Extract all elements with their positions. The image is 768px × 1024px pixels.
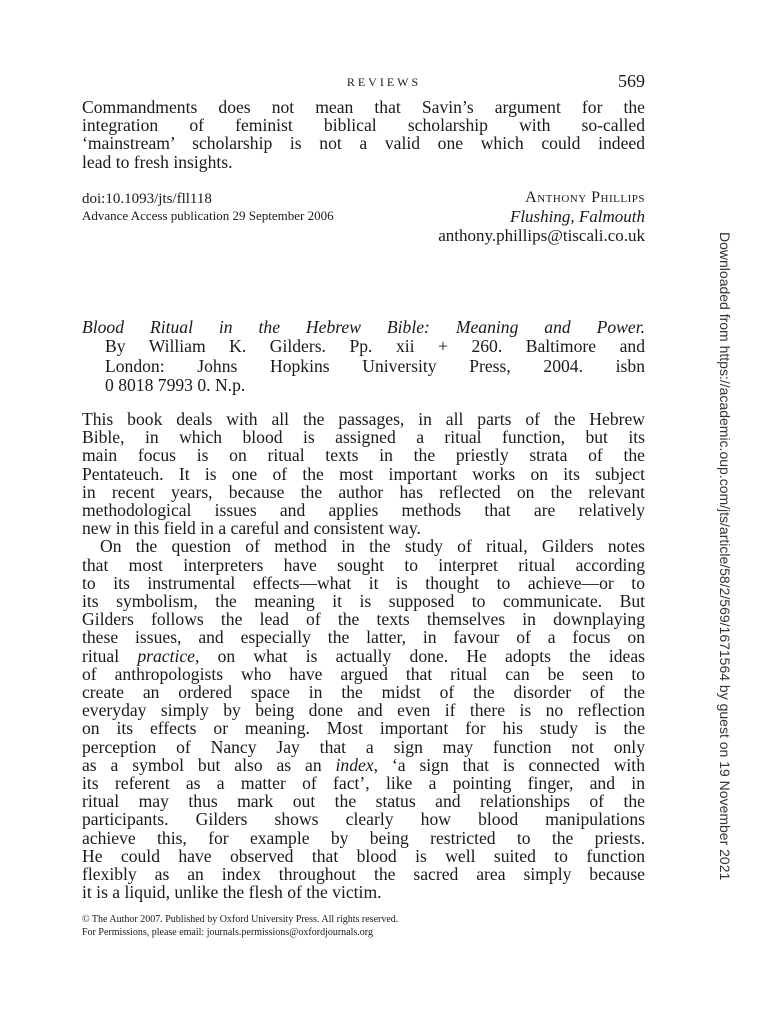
advance-access: Advance Access publication 29 September 2006 xyxy=(82,208,334,223)
copyright-notice: © The Author 2007. Published by Oxford University Press. All rights reserved. xyxy=(82,914,399,925)
paragraph-2 xyxy=(82,537,645,901)
review-body xyxy=(82,410,645,901)
text-line: Bible, in which blood is assigned a ritual function, but its xyxy=(82,427,645,448)
text-line: to its instrumental effects—what it is thought to achieve—or to xyxy=(82,572,645,593)
text-line: Commandments does not mean that Savin’s argument for the xyxy=(82,97,645,117)
text-line: new in this field in a careful and consistent way. xyxy=(82,518,421,539)
text-line: lead to fresh insights. xyxy=(82,151,233,172)
text-line: it is a liquid, unlike the flesh of the victim. xyxy=(82,882,382,903)
text-line: main focus is on ritual texts in the priestly strata of the xyxy=(82,445,645,466)
text-line: of anthropologists who have argued that ritual can be seen to xyxy=(82,663,645,684)
text-line: flexibly as an index throughout the sacred area simply because xyxy=(82,864,645,885)
text-line: ritual practice, on what is actually done. He adopts the ideas xyxy=(82,645,646,666)
text-line: its referent as a matter of fact’, like a pointing finger, and in xyxy=(82,773,645,794)
permissions-notice: For Permissions, please email: journals.permissions@oxfordjournals.org xyxy=(82,927,373,938)
text-line: on its effects or meaning. Most important for his study is the xyxy=(82,718,645,739)
text-line: participants. Gilders shows clearly how blood manipulations xyxy=(82,809,645,830)
book-title: Blood Ritual in the Hebrew Bible: Meaning and Power. xyxy=(82,317,645,337)
reviewer-email: anthony.phillips@tiscali.co.uk xyxy=(438,226,645,245)
book-citation xyxy=(82,318,645,395)
text-line: ritual may thus mark out the status and relationships of the xyxy=(82,791,645,812)
text-line: ‘mainstream’ scholarship is not a valid one which could indeed xyxy=(82,133,645,154)
text-line: that most interpreters have sought to interpret ritual according xyxy=(82,554,645,575)
text-line: everyday simply by being done and even if there is no reflection xyxy=(82,700,645,721)
page-number: 569 xyxy=(618,71,645,91)
paragraph-1 xyxy=(82,410,645,537)
running-title: REVIEWS xyxy=(346,75,422,89)
intro-paragraph xyxy=(82,98,645,171)
copyright-footer xyxy=(82,913,398,939)
watermark-text: Downloaded from https://academic.oup.com/jts/article/58/2/569/1671564 by guest on 19 November 2021 xyxy=(717,232,733,881)
text-line: On the question of method in the study of ritual, Gilders notes xyxy=(100,536,645,557)
text-line: This book deals with all the passages, in all parts of the Hebrew xyxy=(82,409,645,429)
book-author-line: By William K. Gilders. Pp. xii + 260. Baltimore and xyxy=(105,336,645,357)
text-line: He could have observed that blood is well suited to function xyxy=(82,845,645,866)
emphasis: practice xyxy=(137,645,195,666)
text-line: its symbolism, the meaning it is supposed to communicate. But xyxy=(82,591,645,612)
text-line: achieve this, for example by being restricted to the priests. xyxy=(82,827,645,848)
text-line: methodological issues and applies methods that are relatively xyxy=(82,500,645,521)
text-line: in recent years, because the author has reflected on the relevant xyxy=(82,481,645,502)
book-publisher-line: London: Johns Hopkins University Press, 2004. isbn xyxy=(105,355,645,376)
text-line: these issues, and especially the latter, in favour of a focus on xyxy=(82,627,645,648)
text-line: create an ordered space in the midst of the disorder of the xyxy=(82,682,645,703)
text-line: Pentateuch. It is one of the most important works on its subject xyxy=(82,463,645,484)
emphasis: index xyxy=(335,754,374,775)
reviewer-name: Anthony Phillips xyxy=(525,189,645,206)
text-line: perception of Nancy Jay that a sign may function not only xyxy=(82,736,645,757)
text-line: integration of feminist biblical scholarship with so-called xyxy=(82,115,645,136)
text-line: as a symbol but also as an index, ‘a sign that is connected with xyxy=(82,754,645,775)
reviewer-location: Flushing, Falmouth xyxy=(509,207,645,226)
download-watermark xyxy=(715,232,735,881)
book-isbn-line: 0 8018 7993 0. N.p. xyxy=(105,374,246,395)
text-line: Gilders follows the lead of the texts themselves in downplaying xyxy=(82,609,645,630)
doi: doi:10.1093/jts/fll118 xyxy=(82,191,212,207)
